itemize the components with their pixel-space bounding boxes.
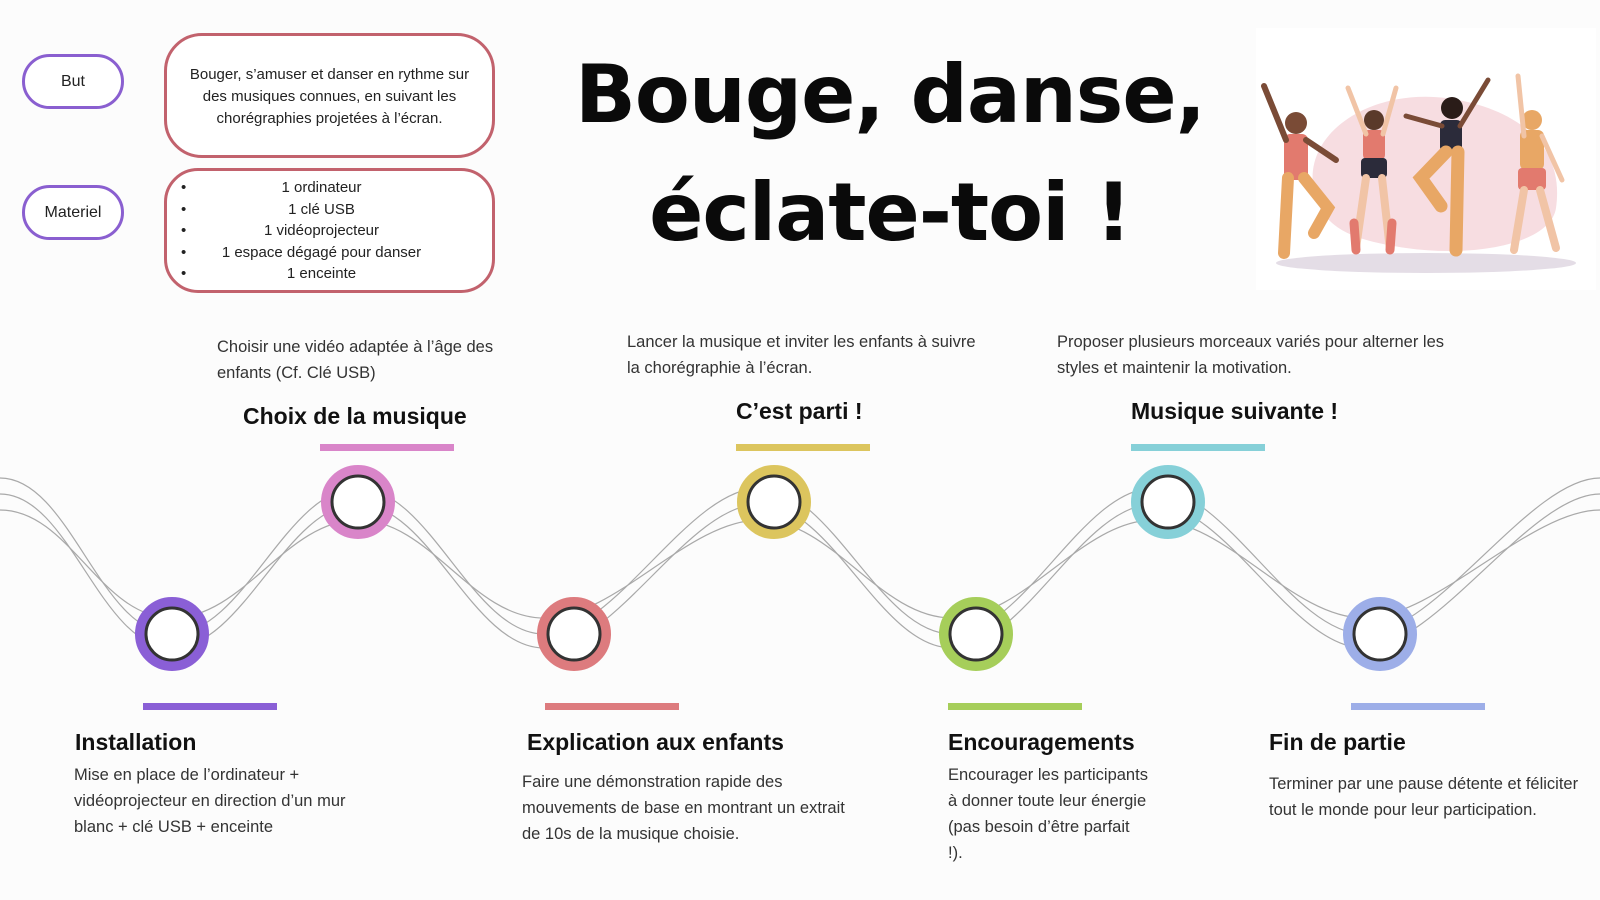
step-bar-musique-suivante <box>1131 444 1265 451</box>
step-marker-encouragements <box>944 602 1008 666</box>
materials-item: • 1 ordinateur <box>181 177 462 199</box>
step-bar-choix <box>320 444 454 451</box>
materials-item: • 1 espace dégagé pour danser <box>181 242 462 264</box>
step-bar-installation <box>143 703 277 710</box>
step-marker-musique-suivante <box>1136 470 1200 534</box>
step-bar-cest-parti <box>736 444 870 451</box>
step-desc-installation: Mise en place de l’ordinateur + vidéoprojecteur en direction d’un mur blanc + clé USB + enceinte <box>74 766 346 836</box>
step-title-explication: Explication aux enfants <box>527 729 784 755</box>
title-line-2: éclate-toi ! <box>649 166 1131 259</box>
materials-item: • 1 enceinte <box>181 263 462 285</box>
goal-label: But <box>60 72 85 90</box>
materials-label: Materiel <box>44 203 102 221</box>
step-marker-fin <box>1348 602 1412 666</box>
step-desc-encouragements: Encourager les participants à donner toute leur énergie (pas besoin d’être parfait !). <box>948 766 1148 862</box>
step-title-encouragements: Encouragements <box>948 729 1135 755</box>
title-line-1: Bouge, danse, <box>574 48 1206 141</box>
materials-item: • 1 vidéoprojecteur <box>181 220 462 242</box>
step-title-cest-parti: C’est parti ! <box>736 398 863 424</box>
step-desc-fin: Terminer par une pause détente et féliciter tout le monde pour leur participation. <box>1269 775 1579 819</box>
step-marker-installation <box>140 602 204 666</box>
materials-item: • 1 clé USB <box>181 199 462 221</box>
step-bar-fin <box>1351 703 1485 710</box>
step-bar-explication <box>545 703 679 710</box>
step-desc-choix: Choisir une vidéo adaptée à l’âge des enfants (Cf. Clé USB) <box>217 338 494 382</box>
step-desc-explication: Faire une démonstration rapide des mouvements de base en montrant un extrait de 10s de la musique choisie. <box>522 773 845 843</box>
step-bar-encouragements <box>948 703 1082 710</box>
step-title-installation: Installation <box>75 729 197 755</box>
step-desc-musique-suivante: Proposer plusieurs morceaux variés pour alterner les styles et maintenir la motivation. <box>1057 333 1445 377</box>
step-marker-choix <box>326 470 390 534</box>
step-marker-explication <box>542 602 606 666</box>
step-marker-cest-parti <box>742 470 806 534</box>
step-desc-cest-parti: Lancer la musique et inviter les enfants à suivre la chorégraphie à l’écran. <box>627 333 976 377</box>
step-title-fin: Fin de partie <box>1269 729 1406 755</box>
step-title-musique-suivante: Musique suivante ! <box>1131 398 1339 424</box>
step-title-choix: Choix de la musique <box>243 403 467 429</box>
goal-text: Bouger, s’amuser et danser en rythme sur des musiques connues, en suivant les chorégraphies projetées à l’écran. <box>189 66 470 127</box>
